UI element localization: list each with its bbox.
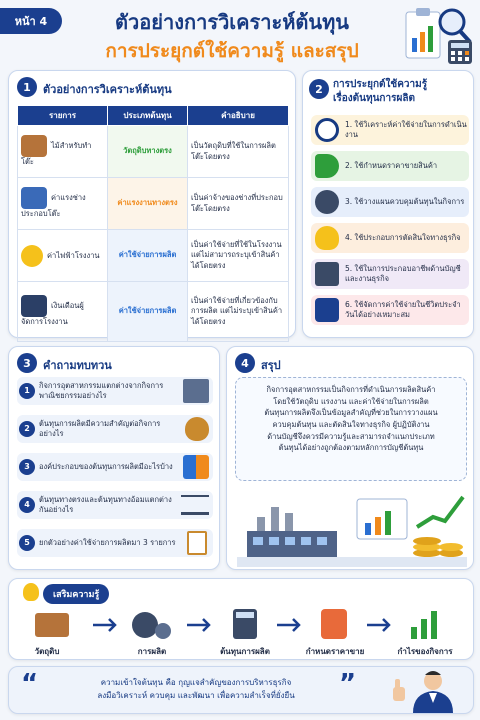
cost-description: เป็นค่าใช้จ่ายที่เกี่ยวข้องกับการผลิต แต่ไม่ระบุเข้าสินค้าได้โดยตรง [188,282,289,342]
question-item [17,529,213,557]
wood-planks-icon [21,135,47,157]
quote-banner [8,666,474,714]
puzzle-icon [183,455,209,479]
cost-description: เป็นค่าใช้จ่ายที่ใช้ในโรงงาน แต่ไม่สามารถระบุเข้าสินค้าได้โดยตรง [188,230,289,282]
summary-line: ควบคุมต้นทุน และตัดสินใจทางธุรกิจ ผู้ปฏิบัติงาน [272,419,430,429]
application-item [311,151,469,181]
lightbulb-icon [23,583,39,601]
section-title: ตัวอย่างการวิเคราะห์ต้นทุน [43,83,172,96]
application-label: 6. ใช้จัดการค่าใช้จ่ายในชีวิตประจำวันได้อย่างเหมาะสม [345,300,461,319]
question-text: ต้นทุนการผลิตมีความสำคัญต่อกิจการอย่างไร [39,419,161,438]
item-name: ไม้สำหรับทำโต๊ะ [21,141,92,167]
calculator-icon [315,262,339,286]
checklist-icon [187,531,207,555]
cost-description: เป็นค่าจ้างของช่างที่ประกอบโต๊ะโดยตรง [188,178,289,230]
application-label: 4. ใช้ประกอบการตัดสินใจทางธุรกิจ [345,233,461,243]
money-bag-icon [185,417,209,441]
review-questions-section [8,346,220,570]
extra-title: เสริมความรู้ [43,584,109,604]
quote-text [61,677,331,703]
question-text: กิจการอุตสาหกรรมแตกต่างจากกิจการพาณิชยกรรมอย่างไร [39,381,164,400]
flow-step-label: กำไรของกิจการ [397,647,453,656]
item-name: ค่าไฟฟ้าโรงงาน [47,250,100,260]
flow-step-label: ต้นทุนการผลิต [220,647,270,656]
clipboard-chart-calculator-icon [404,4,476,66]
flow-step-label: การผลิต [137,647,167,656]
table-row [18,126,289,178]
factory-growth-illustration [237,487,467,567]
question-text: องค์ประกอบของต้นทุนการผลิตมีอะไรบ้าง [39,462,173,472]
section-title: การประยุกต์ใช้ความรู้ [333,79,428,90]
quote-line: ความเข้าใจต้นทุน คือ กุญแจสำคัญของการบริหารธุรกิจ [100,678,292,687]
section-number: 1 [17,77,37,97]
column-header: คำอธิบาย [188,106,289,126]
wallet-icon [315,298,339,322]
extra-knowledge-section [8,578,474,660]
section-subtitle: เรื่องต้นทุนการผลิต [333,93,415,104]
summary-line: ต้นทุนการผลิตจึงเป็นข้อมูลสำคัญที่ช่วยในการวางแผน [264,408,438,418]
summary-text [235,377,467,481]
cost-type: ค่าแรงงานทางตรง [108,178,188,230]
application-item [311,295,469,325]
question-item [17,377,213,405]
section-title: สรุป [261,359,281,372]
summary-line: ต้นทุนได้อย่างถูกต้องตามหลักการบัญชีต้นทุน [278,443,424,453]
flow-step-label: กำหนดราคาขาย [305,647,365,656]
magnifier-chart-icon [315,118,339,142]
open-quote-icon: “ [21,669,39,699]
cost-type: ค่าใช้จ่ายการผลิต [108,282,188,342]
electricity-icon [21,245,43,267]
item-name: เงินเดือนผู้จัดการโรงงาน [21,301,84,327]
question-text: ต้นทุนทางตรงและต้นทุนทางอ้อมแตกต่างกันอย่างไร [39,495,172,514]
section-number: 2 [309,79,329,99]
scale-icon [181,495,209,515]
cost-analysis-table [17,105,289,342]
section-title: คำถามทบทวน [43,359,112,372]
cost-analysis-section [8,70,296,338]
application-section [302,70,474,338]
item-name: ค่าแรงช่างประกอบโต๊ะ [21,193,86,219]
application-item [311,259,469,289]
page-subtitle: การประยุกต์ใช้ความรู้ และสรุป [105,40,359,62]
flow-step-label: วัตถุดิบ [34,647,60,656]
price-tag-icon [315,154,339,178]
table-row [18,178,289,230]
question-item [17,453,213,481]
question-number: 5 [19,535,35,551]
cost-type: วัตถุดิบทางตรง [108,126,188,178]
page-title: ตัวอย่างการวิเคราะห์ต้นทุน [115,10,349,34]
question-text: ยกตัวอย่างค่าใช้จ่ายการผลิตมา 3 รายการ [39,538,176,548]
table-row [18,282,289,342]
question-number: 1 [19,383,35,399]
page-badge: หน้า 4 [0,8,62,34]
section-number: 3 [17,353,37,373]
application-label: 5. ใช้ในการประกอบอาชีพด้านบัญชีและงานธุรกิจ [345,264,461,283]
column-header: รายการ [18,106,108,126]
application-item [311,115,469,145]
cost-type: ค่าใช้จ่ายการผลิต [108,230,188,282]
question-number: 4 [19,497,35,513]
application-item [311,187,469,217]
question-item [17,415,213,443]
summary-line: กิจการอุตสาหกรรมเป็นกิจการที่ดำเนินการผลิตสินค้า [266,385,436,394]
gears-icon [315,190,339,214]
businessman-thumbs-up-icon [373,669,469,713]
question-number: 3 [19,459,35,475]
summary-line: โดยใช้วัตถุดิบ แรงงาน และค่าใช้จ่ายในการผลิต [273,396,429,406]
question-number: 2 [19,421,35,437]
application-item [311,223,469,253]
application-label: 1. ใช้วิเคราะห์ค่าใช้จ่ายในการดำเนินงาน [345,120,467,139]
question-item [17,491,213,519]
factory-icon [183,379,209,403]
quote-line: ลงมือวิเคราะห์ ควบคุม และพัฒนา เพื่อความสำเร็จที่ยั่งยืน [97,690,295,700]
column-header: ประเภทต้นทุน [108,106,188,126]
close-quote-icon: ” [339,669,357,699]
lightbulb-icon [315,226,339,250]
cost-flow-diagram [15,605,471,643]
cost-description: เป็นวัตถุดิบที่ใช้ในการผลิตโต๊ะโดยตรง [188,126,289,178]
section-number: 4 [235,353,255,373]
summary-section [226,346,474,570]
summary-line: ด้านบัญชีจึงควรมีความรู้และสามารถจำแนกประเภท [267,431,435,441]
application-label: 2. ใช้กำหนดราคาขายสินค้า [345,161,438,171]
table-row [18,230,289,282]
application-label: 3. ใช้วางแผนควบคุมต้นทุนในกิจการ [345,197,465,207]
carpenter-icon [21,187,47,209]
manager-icon [21,295,47,317]
